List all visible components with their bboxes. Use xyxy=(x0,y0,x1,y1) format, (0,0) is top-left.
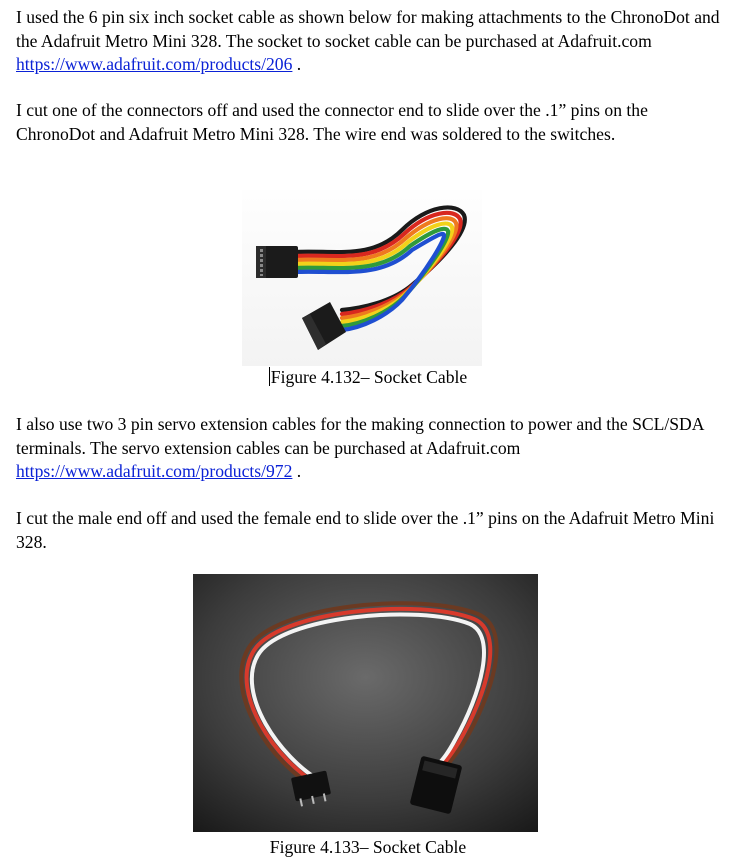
paragraph-female-end: I cut the male end off and used the female end to slide over the .1” pins on the Adafruit Metro Mini 328. xyxy=(16,508,715,552)
adafruit-206-link[interactable]: https://www.adafruit.com/products/206 xyxy=(16,54,293,74)
paragraph-text-tail: . xyxy=(292,461,302,481)
paragraph-connector-usage: I cut one of the connectors off and used the connector end to slide over the .1” pins on the ChronoDot and Adafruit Metro Mini 328. The wire end was soldered to the switches. xyxy=(16,100,648,144)
adafruit-972-link[interactable]: https://www.adafruit.com/products/972 xyxy=(16,461,293,481)
paragraph-text-tail: . xyxy=(292,54,302,74)
socket-cable-image xyxy=(242,190,482,366)
servo-extension-cable-image xyxy=(193,574,538,832)
paragraph-servo-cables xyxy=(16,413,728,484)
caption-text: Figure 4.132– Socket Cable xyxy=(270,367,468,387)
socket-connector-top xyxy=(256,246,298,278)
paragraph-text: I also use two 3 pin servo extension cables for the making connection to power and the SCL/SDA terminals. The servo extension cables can be purchased at Adafruit.com xyxy=(16,414,704,458)
text-cursor xyxy=(269,367,270,386)
figure-caption-4-133: Figure 4.133– Socket Cable xyxy=(269,837,467,857)
paragraph-text: I used the 6 pin six inch socket cable as shown below for making attachments to the ChronoDot and the Adafruit Metro Mini 328. The socket to socket cable can be purchased at Adafruit.com xyxy=(16,7,720,51)
figure-caption-4-132 xyxy=(0,366,736,388)
paragraph-socket-cable-intro xyxy=(16,6,728,77)
